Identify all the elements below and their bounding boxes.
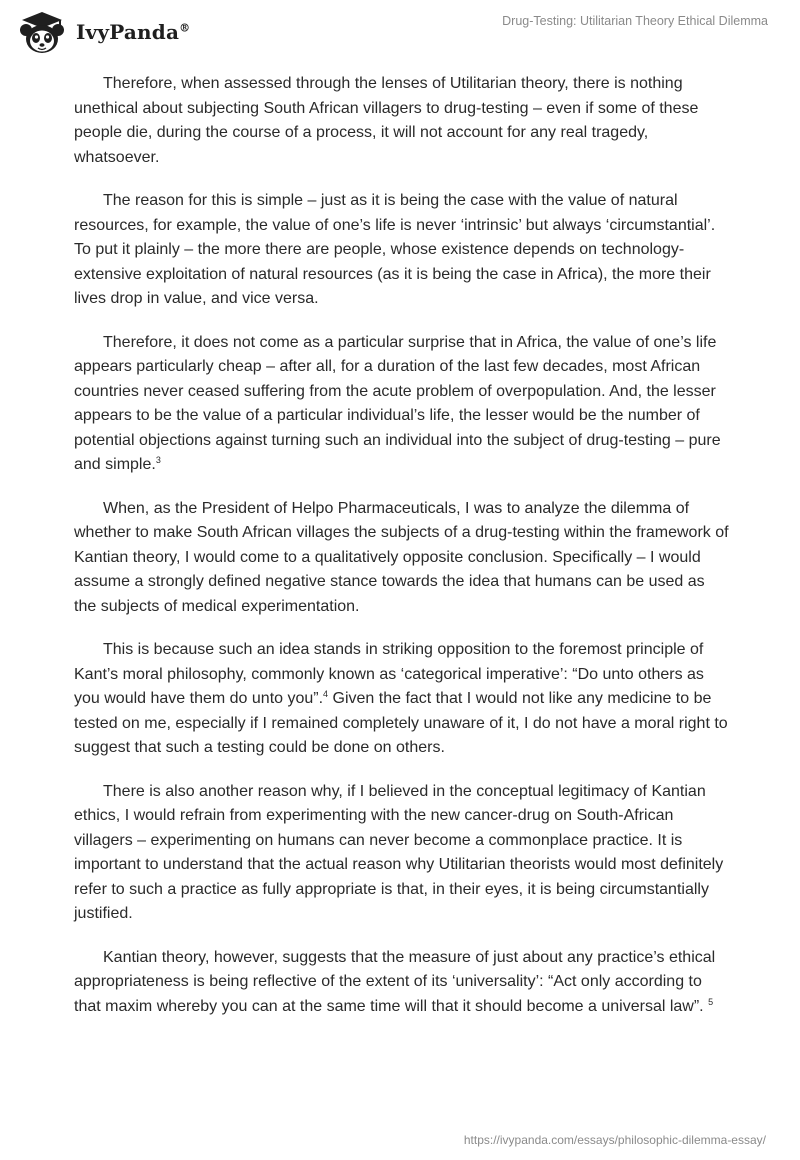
brand-name: IvyPanda® [76, 20, 191, 44]
brand-logo[interactable] [14, 8, 190, 56]
paragraph: When, as the President of Helpo Pharmaceuticals, I was to analyze the dilemma of whether to make South African villages the subjects of a drug-testing within the framework of Kantian theory, I would come to a qualitatively opposite conclusion. Specifically – I would assume a strongly defined negative stance towards the idea that humans can be used as the subjects of medical experimentation. [74, 499, 729, 615]
paragraph: The reason for this is simple – just as it is being the case with the value of natural resources, for example, the value of one’s life is never ‘intrinsic’ but always ‘circumstantial’. To put it plainly – the more there are people, whose existence depends on technology-extensive exploitation of natural resources (as it is being the case in Africa), the more their lives drop in value, and vice versa. [74, 192, 716, 307]
paragraph: There is also another reason why, if I believed in the conceptual legitimacy of Kantian ethics, I would refrain from experimenting with the new cancer-drug on South-African villagers – experimenting on humans can never become a commonplace practice. It is important to understand that the actual reason why Utilitarian theorists would most definitely refer to such a practice as fully appropriate is that, in their eyes, it is being circumstantially justified. [74, 782, 724, 922]
footnote-ref[interactable]: 5 [708, 996, 714, 1007]
paragraph: Therefore, when assessed through the lenses of Utilitarian theory, there is nothing unethical about subjecting South African villagers to drug-testing – even if some of these people die, during the course of a process, it will not account for any real tragedy, whatsoever. [74, 75, 699, 166]
registered-mark: ® [179, 21, 191, 35]
paragraph: This is because such an idea stands in striking opposition to the foremost principle of Kant’s moral philosophy, commonly known as ‘categorical imperative’: “Do unto others as you would have them do unto you”.$^4$ Given the fact that I would not like any medicine to be tested on me, especially if I remained completely unaware of it, I do not have a moral right to suggest that such a testing could be done on others. [74, 641, 728, 756]
paragraph: Kantian theory, however, suggests that the measure of just about any practice’s ethical appropriateness is being reflective of the extent of its ‘universality’: “Act only according to that maxim whereby you can at the same time will that it should become a universal law”. $^5$ [74, 948, 716, 1015]
page-header [0, 0, 800, 64]
essay-body [74, 72, 730, 1038]
source-url[interactable]: https://ivypanda.com/essays/philosophic-dilemma-essay/ [463, 1133, 766, 1147]
footnote-ref[interactable]: 4 [323, 689, 329, 699]
panda-graduate-icon [14, 8, 70, 56]
document-title: Drug-Testing: Utilitarian Theory Ethical Dilemma [502, 14, 768, 28]
footnote-ref[interactable]: 3 [155, 455, 161, 465]
paragraph: Therefore, it does not come as a particular surprise that in Africa, the value of one’s life appears particularly cheap – after all, for a duration of the last few decades, most African countries never ceased suffering from the acute problem of overpopulation. And, the lesser appears to be the value of a particular individual’s life, the lesser would be the number of potential objections against turning such an individual into the subject of drug-testing – pure and simple.$^3$ [74, 333, 721, 473]
